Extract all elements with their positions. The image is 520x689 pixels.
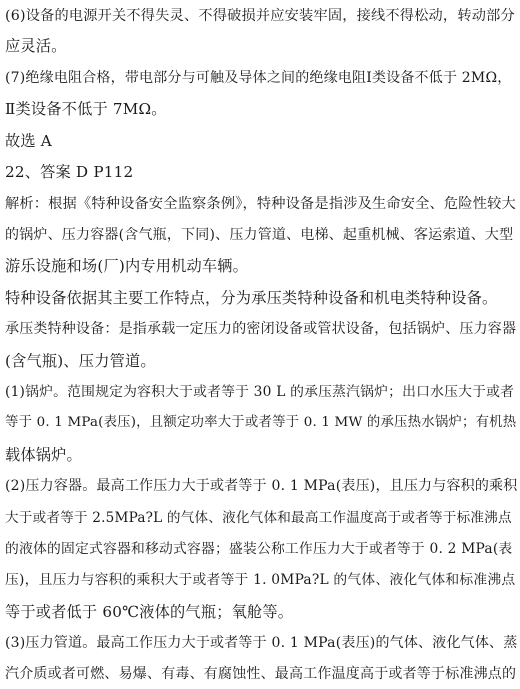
text-line: (7)绝缘电阻合格，带电部分与可触及导体之间的绝缘电阻Ⅰ类设备不低于 2MΩ， xyxy=(5,70,512,86)
text-line: 的锅炉、压力容器(含气瓶，下同)、压力管道、电梯、起重机械、客运索道、大型 xyxy=(5,227,514,243)
text-line: (3)压力管道。最高工作压力大于或者等于 0. 1 MPa(表压)的气体、液化气体、蒸 xyxy=(5,635,518,651)
text-line: (6)设备的电源开关不得失灵、不得破损并应安装牢固，接线不得松动，转动部分 xyxy=(5,8,515,24)
text-line: (2)压力容器。最高工作压力大于或者等于 0. 1 MPa(表压)，且压力与容积的乘积 xyxy=(5,478,518,494)
text-line: 解析：根据《特种设备安全监察条例》，特种设备是指涉及生命安全、危险性较大 xyxy=(5,196,516,212)
text-line: 等于或者低于 60℃液体的气瓶；氧舱等。 xyxy=(5,603,294,621)
text-line: 应灵活。 xyxy=(5,37,67,55)
text-line: 22、答案 D P112 xyxy=(5,163,134,181)
text-line: 故选 A xyxy=(5,132,52,150)
text-line: 游乐设施和场(厂)内专用机动车辆。 xyxy=(5,257,249,275)
text-line: 特种设备依据其主要工作特点，分为承压类特种设备和机电类特种设备。 xyxy=(5,289,498,307)
text-line: 承压类特种设备：是指承载一定压力的密闭设备或管状设备，包括锅炉、压力容器 xyxy=(5,321,517,337)
text-line: 大于或者等于 2.5MPa?L 的气体、液化气体和最高工作温度高于或者等于标准沸点 xyxy=(5,510,512,526)
text-line: Ⅱ类设备不低于 7MΩ。 xyxy=(5,100,167,118)
text-line: 的液体的固定式容器和移动式容器；盛装公称工作压力大于或者等于 0. 2 MPa(表 xyxy=(5,541,513,557)
text-line: 压)，且压力与容积的乘积大于或者等于 1. 0MPa?L 的气体、液化气体和标准沸点 xyxy=(5,572,516,588)
text-line: (含气瓶)、压力管道。 xyxy=(5,352,156,370)
text-line: (1)锅炉。范围规定为容积大于或者等于 30 L 的承压蒸汽锅炉；出口水压大于或者 xyxy=(5,384,515,400)
text-line: 等于 0. 1 MPa(表压)，且额定功率大于或者等于 0. 1 MW 的承压热水锅炉；有机热 xyxy=(5,415,517,430)
text-line: 载体锅炉。 xyxy=(5,446,82,464)
text-line: 汽介质或者可燃、易爆、有毒、有腐蚀性、最高工作温度高于或者等于标准沸点的 xyxy=(5,666,517,682)
